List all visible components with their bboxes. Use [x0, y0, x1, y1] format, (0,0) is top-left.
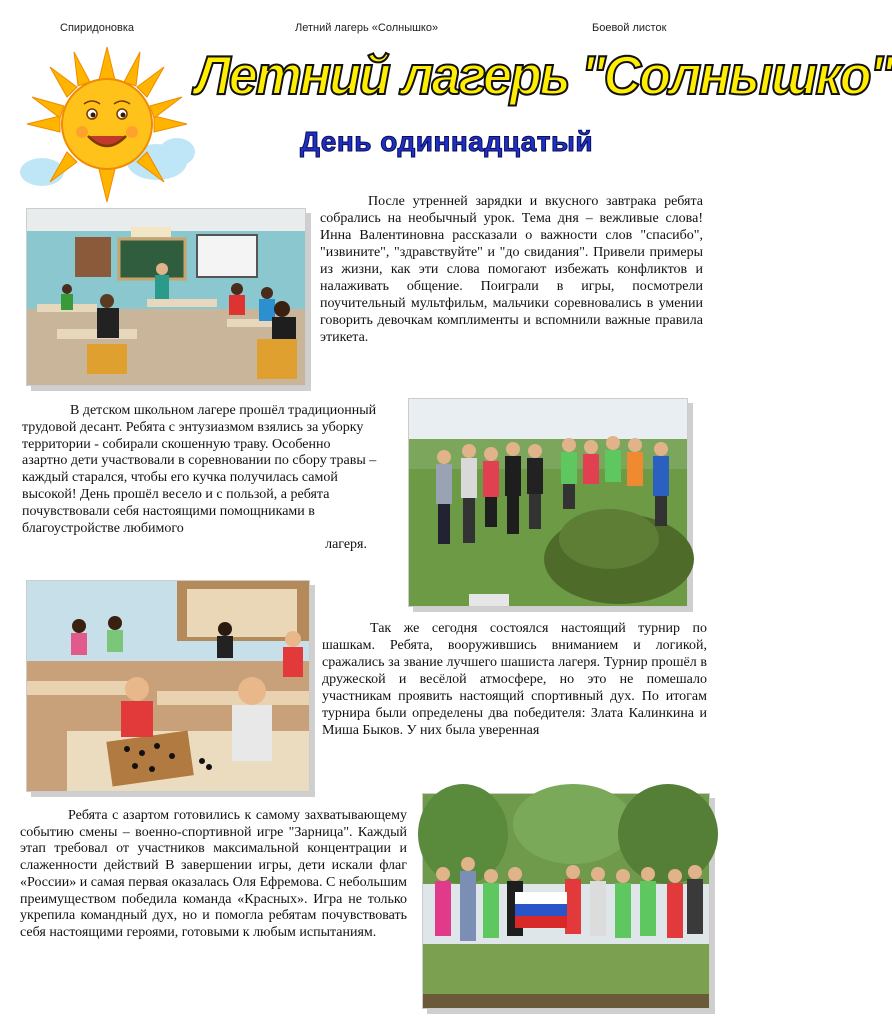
page-title: Летний лагерь "Солнышко": [195, 45, 892, 107]
checkers-tournament-photo: [26, 580, 310, 792]
header-issue-type: Боевой листок: [592, 22, 667, 34]
header-village: Спиридоновка: [60, 22, 135, 34]
article-cleanup-text: В детском школьном лагере прошёл традиционный трудовой десант. Ребята с энтузиазмом взялись за уборку территории - собирали скошенную траву. Особенно азартно дети участвовали в соревновании по сбору травы – каждый старался, чтобы его кучка получилась самой высокой! День прошёл весело и с пользой, а ребята почувствовали себя настоящими помощниками в благоустройстве любимого: [22, 403, 377, 536]
article-lesson-text: После утренней зарядки и вкусного завтрака ребята собрались на необычный урок. Тема дня – вежливые слова! Инна Валентиновна рассказали о важности слов "спасибо", "извините", "здравствуйте" и "до свидания". Привели примеры из жизни, как эти слова помогают избежать конфликтов и налаживать общение. Поиграли в игры, посмотрели поучительный мультфильм, мальчики соревновались в умении говорить девочкам комплименты и вспомнили важные правила этикета.: [320, 194, 703, 345]
header-camp-name: Летний лагерь «Солнышко»: [295, 22, 439, 34]
article-zarnitsa: [20, 808, 407, 942]
sun-logo-icon: [22, 42, 192, 207]
article-checkers: [322, 620, 707, 739]
article-lesson: [320, 193, 703, 346]
article-checkers-text: Так же сегодня состоялся настоящий турнир по шашкам. Ребята, вооружившись вниманием и логикой, сражались за звание лучшего шашиста лагеря. Турнир прошёл в дружеской и весёлой атмосфере, но это не помешало участникам проявить настоящий спортивный дух. По итогам турнира были определены два победителя: Злата Калинкина и Миша Быков. У них была уверенная: [322, 621, 707, 738]
article-cleanup: [22, 403, 377, 554]
article-cleanup-end: лагеря.: [325, 537, 367, 553]
classroom-photo: [26, 208, 306, 386]
article-zarnitsa-text: Ребята с азартом готовились к самому захватывающему событию смены – военно-спортивной игре "Зарница". Каждый этап требовал от участников максимальной концентрации и слаженности действий В завершении игры, дети искали флаг «России» и самая первая оказалась Оля Ефремова. С небольшим преимуществом победила команда «Красных». Игра не только укрепила командный дух, но и помогла ребятам почувствовать себя настоящими героями, готовыми к любым испытаниям.: [20, 808, 407, 940]
page-subtitle: День одиннадцатый: [300, 126, 594, 157]
group-flag-photo: [422, 793, 710, 1009]
grass-cleanup-photo: [408, 398, 688, 607]
